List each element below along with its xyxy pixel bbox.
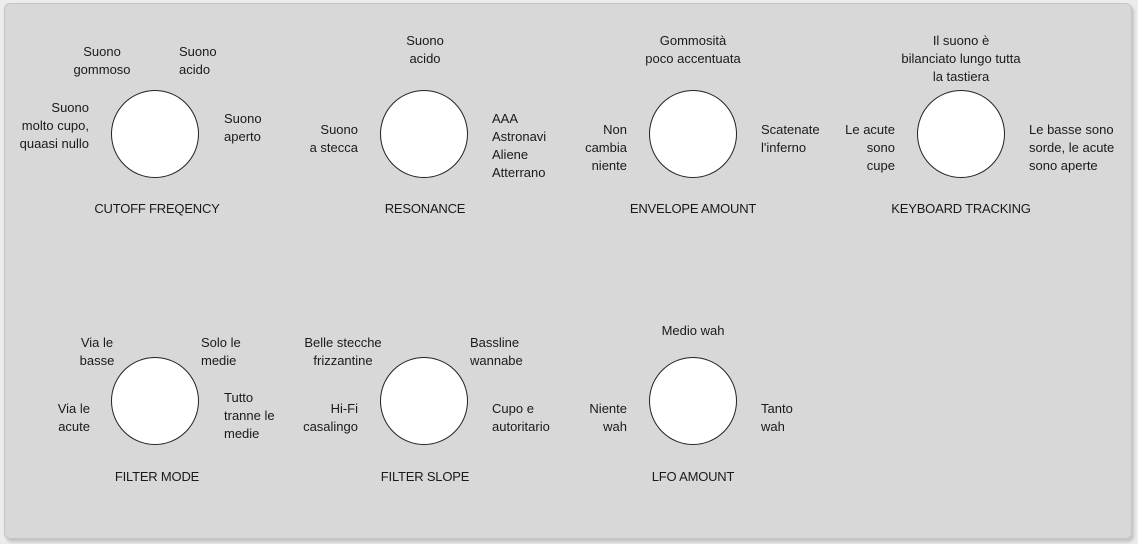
filter-control-panel	[4, 3, 1132, 539]
cutoff-label-acido: Suono acido	[179, 44, 217, 77]
cutoff-frequency-knob[interactable]	[111, 90, 199, 178]
lfo-label-medio: Medio wah	[661, 323, 725, 338]
filter-mode-label-solo-medie: Solo le medie	[201, 335, 241, 368]
resonance-label-astronavi: AAA Astronavi Aliene Atterrano	[492, 111, 547, 180]
resonance-label-acido: Suono acido	[406, 33, 444, 66]
resonance-knob[interactable]	[380, 90, 468, 178]
filter-mode-label-tutto: Tutto tranne le medie	[224, 390, 275, 441]
filter-slope-label-bassline: Bassline wannabe	[470, 335, 523, 368]
filter-slope-label-hifi: Hi-Fi casalingo	[303, 401, 358, 434]
keyboard-label-basse-sorde: Le basse sono sorde, le acute sono aperte	[1029, 122, 1115, 173]
lfo-amount-knob[interactable]	[649, 357, 737, 445]
filter-mode-knob[interactable]	[111, 357, 199, 445]
resonance-label-stecca: Suono a stecca	[309, 122, 358, 155]
filter-mode-label-via-basse: Via le basse	[79, 335, 115, 368]
filter-slope-title: FILTER SLOPE	[380, 469, 470, 484]
envelope-label-gommosita: Gommosità poco accentuata	[645, 33, 741, 66]
cutoff-label-aperto: Suono aperto	[224, 111, 262, 144]
cutoff-label-cupo: Suono molto cupo, quaasi nullo	[19, 100, 89, 151]
envelope-label-non-cambia: Non cambia niente	[585, 122, 627, 173]
keyboard-label-bilanciato: Il suono è bilanciato lungo tutta la tastiera	[901, 33, 1021, 84]
keyboard-label-acute-cupe: Le acute sono cupe	[845, 122, 895, 173]
filter-mode-label-via-acute: Via le acute	[57, 401, 90, 434]
keyboard-tracking-title: KEYBOARD TRACKING	[891, 201, 1031, 216]
cutoff-frequency-title: CUTOFF FREQENCY	[94, 201, 220, 216]
resonance-title: RESONANCE	[384, 201, 466, 216]
cutoff-label-gommoso: Suono gommoso	[73, 44, 131, 77]
envelope-amount-knob[interactable]	[649, 90, 737, 178]
envelope-amount-title: ENVELOPE AMOUNT	[629, 201, 757, 216]
filter-slope-label-stecche: Belle stecche frizzantine	[304, 335, 382, 368]
filter-slope-label-cupo: Cupo e autoritario	[492, 401, 550, 434]
filter-mode-title: FILTER MODE	[114, 469, 200, 484]
envelope-label-inferno: Scatenate l'inferno	[761, 122, 820, 155]
lfo-label-niente: Niente wah	[589, 401, 627, 434]
filter-slope-knob[interactable]	[380, 357, 468, 445]
keyboard-tracking-knob[interactable]	[917, 90, 1005, 178]
lfo-amount-title: LFO AMOUNT	[651, 469, 735, 484]
lfo-label-tanto: Tanto wah	[761, 401, 793, 434]
